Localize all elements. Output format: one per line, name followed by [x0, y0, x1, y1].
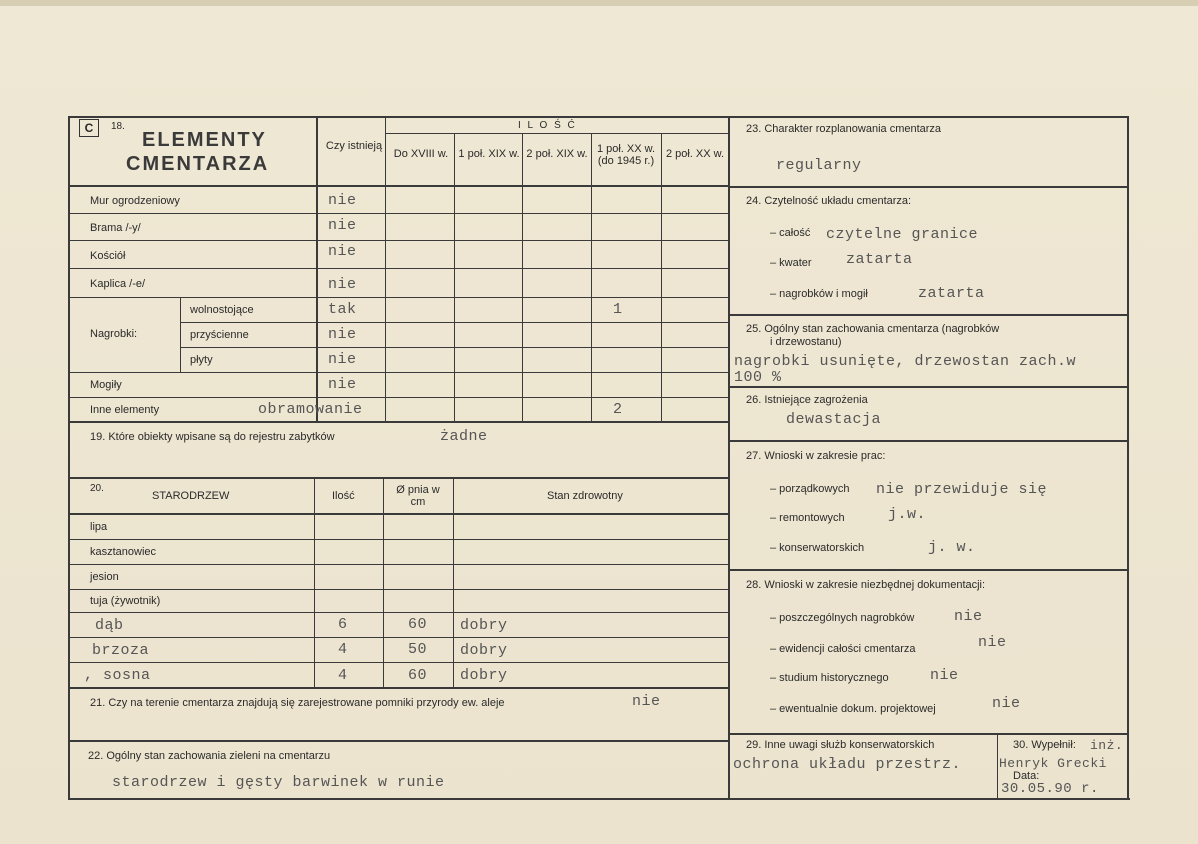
- frame-left: [68, 116, 70, 800]
- q30-author-line1: inż.: [1090, 738, 1124, 753]
- grid-h-22: [70, 740, 728, 742]
- q24-kwater-value: zatarta: [846, 251, 913, 268]
- tree-typed-count: 4: [338, 641, 348, 658]
- right-h-27: [729, 440, 1127, 442]
- right-h-25: [729, 314, 1127, 316]
- q25-value-line1: nagrobki usunięte, drzewostan zach.w: [734, 353, 1077, 370]
- row-kosciol-label: Kościół: [90, 250, 126, 262]
- tree-typed-state: dobry: [460, 667, 508, 684]
- q27-porz-label: – porządkowych: [770, 483, 850, 495]
- q27-porz-value: nie przewiduje się: [876, 481, 1048, 498]
- grid-h-19: [70, 421, 728, 423]
- tree-typed-count: 4: [338, 667, 348, 684]
- q29-value: ochrona układu przestrz.: [733, 756, 962, 773]
- section-18-number: 18.: [111, 121, 125, 132]
- tree-typed-count: 6: [338, 616, 348, 633]
- q24-label: 24. Czytelność układu cmentarza:: [746, 195, 912, 207]
- row-brama-value: nie: [328, 217, 357, 234]
- trees-header-name: STARODRZEW: [152, 490, 230, 502]
- q21-value: nie: [632, 693, 661, 710]
- title-line2: CMENTARZA: [126, 153, 270, 175]
- tree-typed-diam: 60: [408, 616, 428, 633]
- q27-rem-value: j.w.: [888, 506, 927, 523]
- grid-h-1: [70, 213, 728, 214]
- q30-author-line2: Henryk Grecki: [999, 756, 1107, 771]
- grid-v-nagrobki: [180, 297, 181, 372]
- q19-value: żadne: [440, 428, 488, 445]
- right-h-29: [729, 733, 1127, 735]
- grid-v-2xix: [522, 134, 523, 421]
- tree-row-kasztanowiec: kasztanowiec: [90, 546, 157, 558]
- q25-label-line1: 25. Ogólny stan zachowania cmentarza (nagrobków: [746, 323, 1000, 335]
- trees-header-state: Stan zdrowotny: [547, 490, 623, 502]
- col-header-2xix: 2 poł. XIX w.: [526, 148, 588, 160]
- card-top-edge: [0, 0, 1198, 6]
- grid-v-2xx: [661, 134, 662, 421]
- q27-rem-label: – remontowych: [770, 512, 845, 524]
- row-wolnostojace-value: tak: [328, 301, 357, 318]
- row-plyty-label: płyty: [190, 354, 213, 366]
- row-nagrobki-label: Nagrobki:: [90, 328, 138, 340]
- title-line1: ELEMENTY: [142, 129, 267, 151]
- trees-header-diam: Ø pnia w cm: [396, 484, 440, 509]
- q28-label: 28. Wnioski w zakresie niezbędnej dokumentacji:: [746, 579, 986, 591]
- grid-h-3: [70, 268, 728, 269]
- q24-nagrobkow-label: – nagrobków i mogił: [770, 288, 868, 300]
- q26-value: dewastacja: [786, 411, 882, 428]
- col-header-1xx: 1 poł. XX w. (do 1945 r.): [596, 143, 656, 168]
- q23-value: regularny: [776, 157, 862, 174]
- trees-grid-h-3: [70, 589, 728, 590]
- tree-typed-name: dąb: [95, 617, 124, 634]
- col-header-1xix: 1 poł. XIX w.: [458, 148, 520, 160]
- row-mogily-value: nie: [328, 376, 357, 393]
- row-przyscienne-label: przyścienne: [190, 329, 249, 341]
- q25-value-line2: 100 %: [734, 369, 782, 386]
- tree-typed-diam: 50: [408, 641, 428, 658]
- frame-middle: [728, 116, 730, 800]
- q28-c-value: nie: [930, 667, 959, 684]
- q19-label: 19. Które obiekty wpisane są do rejestru zabytków: [90, 431, 335, 443]
- tree-row-lipa: lipa: [90, 521, 108, 533]
- grid-h-6: [180, 347, 728, 348]
- q28-a-label: – poszczególnych nagrobków: [770, 612, 915, 624]
- row-wolnostojace-label: wolnostojące: [190, 304, 254, 316]
- q24-calosc-value: czytelne granice: [826, 226, 979, 243]
- grid-h-20: [70, 477, 728, 479]
- row-mur-value: nie: [328, 192, 357, 209]
- trees-grid-h-6: [70, 662, 728, 663]
- q26-label: 26. Istniejące zagrożenia: [746, 394, 868, 406]
- q25-label-line2: i drzewostanu): [770, 336, 842, 348]
- row-kaplica-label: Kaplica /-e/: [90, 278, 146, 290]
- trees-grid-h-5: [70, 637, 728, 638]
- row-plyty-value: nie: [328, 351, 357, 368]
- grid-h-8: [70, 397, 728, 398]
- trees-header-count: Ilość: [332, 490, 355, 502]
- col-header-xviii: Do XVIII w.: [393, 148, 449, 160]
- tree-typed-state: dobry: [460, 617, 508, 634]
- trees-grid-h-7: [70, 687, 728, 689]
- box-c: C: [79, 119, 99, 137]
- tree-typed-name: , sosna: [84, 667, 151, 684]
- right-h-24: [729, 186, 1127, 188]
- q28-b-value: nie: [978, 634, 1007, 651]
- trees-grid-v-diam: [383, 478, 384, 687]
- q30-label: 30. Wypełnił:: [1013, 739, 1076, 751]
- right-v-30: [997, 734, 998, 799]
- trees-grid-v-count: [314, 478, 315, 687]
- q28-a-value: nie: [954, 608, 983, 625]
- q28-d-value: nie: [992, 695, 1021, 712]
- col-header-exists: Czy istnieją: [325, 140, 383, 152]
- grid-h-4: [70, 297, 728, 298]
- q24-nagrobkow-value: zatarta: [918, 285, 985, 302]
- row-inne-1xx: 2: [613, 401, 623, 418]
- q24-kwater-label: – kwater: [770, 257, 812, 269]
- row-kaplica-value: nie: [328, 276, 357, 293]
- trees-grid-h-2: [70, 564, 728, 565]
- q22-label: 22. Ogólny stan zachowania zieleni na cmentarzu: [88, 750, 331, 762]
- grid-h-7: [70, 372, 728, 373]
- trees-grid-h-4: [70, 612, 728, 613]
- row-mur-label: Mur ogrodzeniowy: [90, 195, 180, 207]
- trees-grid-h-header: [70, 513, 728, 515]
- row-inne-label: Inne elementy: [90, 404, 160, 416]
- row-mogily-label: Mogiły: [90, 379, 122, 391]
- tree-typed-state: dobry: [460, 642, 508, 659]
- tree-row-jesion: jesion: [90, 571, 119, 583]
- q30-date-label: Data:: [1013, 770, 1040, 782]
- frame-top: [70, 116, 1128, 118]
- q22-value: starodrzew i gęsty barwinek w runie: [112, 774, 445, 791]
- col-header-ilosc: I L O Ś Ć: [518, 120, 577, 131]
- frame-bottom: [68, 798, 1130, 800]
- frame-right: [1127, 116, 1129, 800]
- grid-v-1xx: [591, 134, 592, 421]
- tree-row-tuja: tuja (żywotnik): [90, 595, 161, 607]
- grid-h-5: [180, 322, 728, 323]
- q27-kons-value: j. w.: [928, 539, 976, 556]
- row-wolnostojace-1xx: 1: [613, 301, 623, 318]
- right-h-26: [729, 386, 1127, 388]
- grid-h-2: [70, 240, 728, 241]
- q21-label: 21. Czy na terenie cmentarza znajdują się zarejestrowane pomniki przyrody ew. aleje: [90, 697, 505, 709]
- q27-kons-label: – konserwatorskich: [770, 542, 865, 554]
- q24-calosc-label: – całość: [770, 227, 811, 239]
- trees-grid-h-1: [70, 539, 728, 540]
- q27-label: 27. Wnioski w zakresie prac:: [746, 450, 886, 462]
- row-kosciol-value: nie: [328, 243, 357, 260]
- tree-typed-diam: 60: [408, 667, 428, 684]
- grid-v-1xix: [454, 134, 455, 421]
- trees-grid-v-state: [453, 478, 454, 687]
- right-h-28: [729, 569, 1127, 571]
- q29-label: 29. Inne uwagi służb konserwatorskich: [746, 739, 935, 751]
- tree-typed-name: brzoza: [92, 642, 150, 659]
- q28-b-label: – ewidencji całości cmentarza: [770, 643, 916, 655]
- row-przyscienne-value: nie: [328, 326, 357, 343]
- col-header-2xx: 2 poł. XX w.: [665, 148, 725, 160]
- row-inne-value: obramowanie: [258, 401, 363, 418]
- q23-label: 23. Charakter rozplanowania cmentarza: [746, 123, 942, 135]
- grid-h-ilosc: [386, 133, 728, 134]
- q30-date-value: 30.05.90 r.: [1001, 781, 1099, 797]
- q28-c-label: – studium historycznego: [770, 672, 889, 684]
- row-brama-label: Brama /-y/: [90, 222, 141, 234]
- grid-h-header: [70, 185, 728, 187]
- q28-d-label: – ewentualnie dokum. projektowej: [770, 703, 936, 715]
- trees-section-number: 20.: [90, 483, 104, 494]
